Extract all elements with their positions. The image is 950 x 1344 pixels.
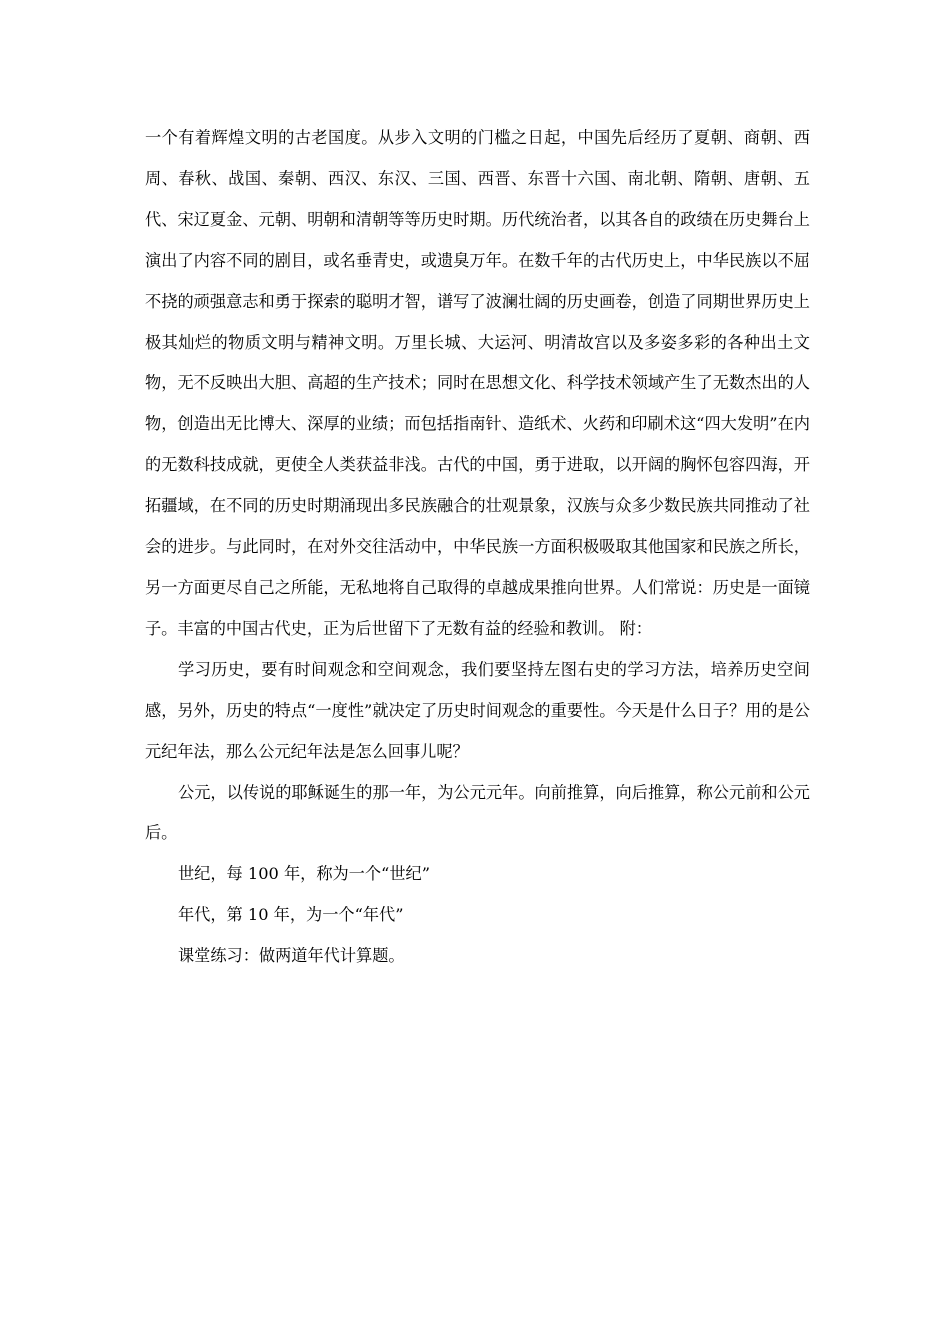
paragraph-exercise: 课堂练习：做两道年代计算题。 [178, 946, 405, 966]
document-body [145, 118, 810, 977]
paragraph-niandai: 年代，第 10 年，为一个“年代” [178, 905, 404, 925]
paragraph-shiji: 世纪，每 100 年，称为一个“世纪” [178, 864, 430, 884]
paragraph-intro: 一个有着辉煌文明的古老国度。从步入文明的门槛之日起，中国先后经历了夏朝、商朝、西周、春秋、战国、秦朝、西汉、东汉、三国、西晋、东晋十六国、南北朝、隋朝、唐朝、五代、宋辽夏金、元朝、明朝和清朝等等历史时期。历代统治者，以其各自的政绩在历史舞台上演出了内容不同的剧目，或名垂青史，或遗臭万年。在数千年的古代历史上，中华民族以不屈不挠的顽强意志和勇于探索的聪明才智，谱写了波澜壮阔的历史画卷，创造了同期世界历史上极其灿烂的物质文明与精神文明。万里长城、大运河、明清故宫以及多姿多彩的各种出土文物，无不反映出大胆、高超的生产技术；同时在思想文化、科学技术领域产生了无数杰出的人物，创造出无比博大、深厚的业绩；而包括指南针、造纸术、火药和印刷术这“四大发明”在内的无数科技成就，更使全人类获益非浅。古代的中国，勇于进取，以开阔的胸怀包容四海，开拓疆域，在不同的历史时期涌现出多民族融合的壮观景象，汉族与众多少数民族共同推动了社会的进步。与此同时，在对外交往活动中，中华民族一方面积极吸取其他国家和民族之所长，另一方面更尽自己之所能，无私地将自己取得的卓越成果推向世界。人们常说：历史是一面镜子。丰富的中国古代史，正为后世留下了无数有益的经验和教训。 附： [145, 128, 810, 638]
paragraph-gongyuan: 公元，以传说的耶稣诞生的那一年，为公元元年。向前推算，向后推算，称公元前和公元后。 [145, 782, 810, 843]
paragraph-time-concept: 学习历史，要有时间观念和空间观念，我们要坚持左图右史的学习方法，培养历史空间感，另外，历史的特点“一度性”就决定了历史时间观念的重要性。今天是什么日子？用的是公元纪年法，那么公元纪年法是怎么回事儿呢？ [145, 659, 810, 761]
